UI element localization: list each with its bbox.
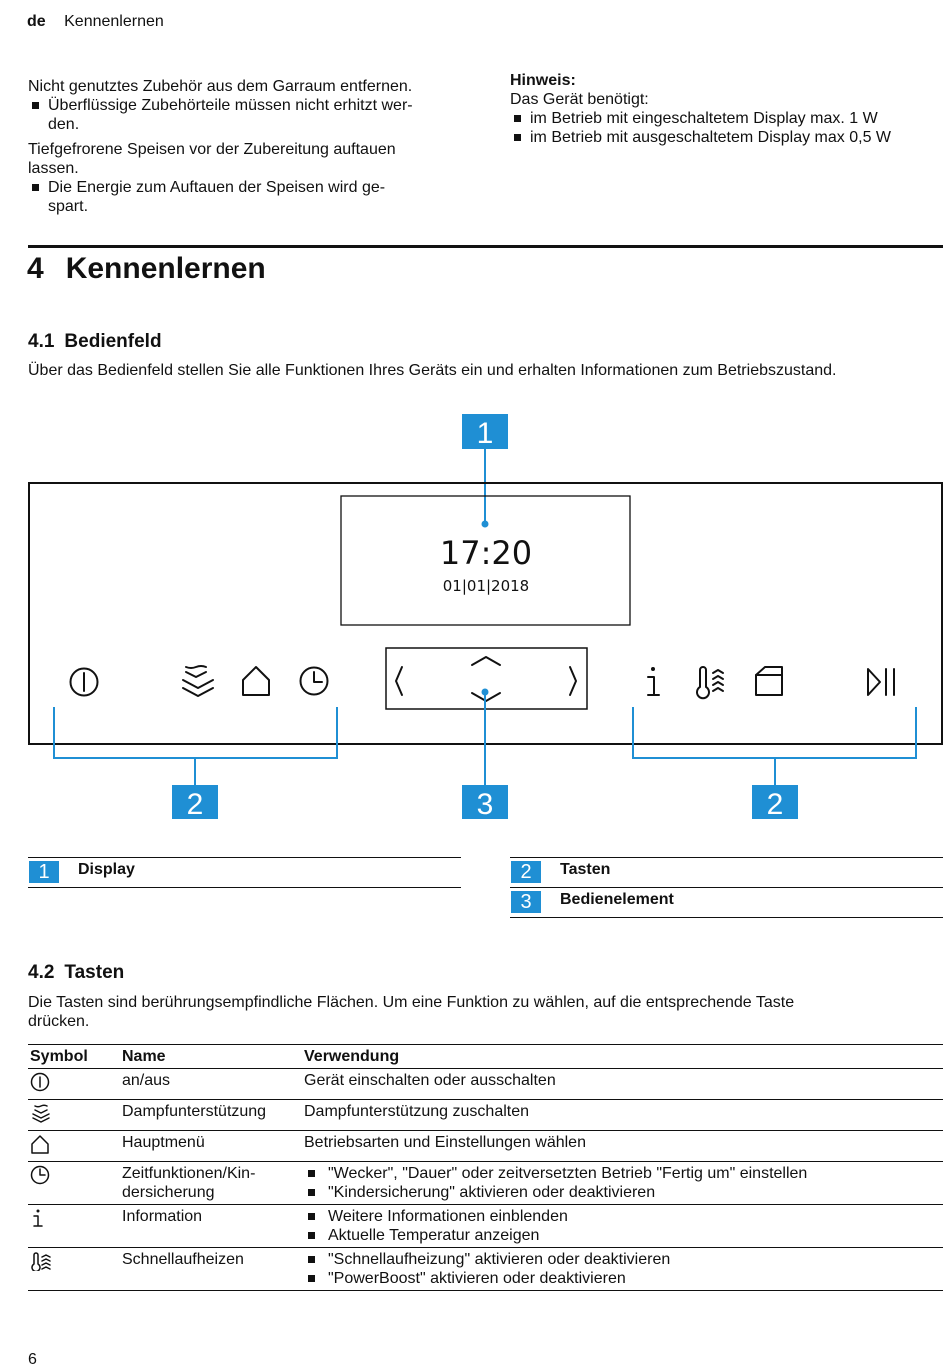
arrow-right-icon: [570, 667, 576, 695]
legend-rule: [510, 917, 943, 918]
clock-icon: [301, 668, 328, 695]
power-icon: [71, 669, 98, 696]
name-cell: Hauptmenü: [120, 1131, 302, 1162]
note-title: Hinweis:: [510, 72, 576, 89]
header-section: Kennenlernen: [64, 13, 164, 30]
section-heading-4-1: [28, 331, 162, 353]
callout-dot-3: [482, 689, 489, 696]
callout-dot-1: [482, 521, 489, 528]
name-cell: an/aus: [120, 1069, 302, 1100]
text-line: Die Tasten sind berührungsempfindliche Flächen. Um eine Funktion zu wählen, auf die entsprechende Taste: [28, 994, 795, 1011]
callout-label-1: 1: [476, 417, 494, 450]
legend-rule: [510, 887, 943, 888]
table-row: [28, 1069, 943, 1100]
paragraph: [28, 140, 458, 178]
clock-icon: [30, 1165, 52, 1185]
legend-label-keys: Tasten: [560, 861, 611, 878]
legend-label-display: Display: [78, 861, 135, 878]
section-number: 4.2: [28, 962, 55, 983]
note-bullet: im Betrieb mit ausgeschaltetem Display max 0,5 W: [510, 128, 945, 147]
paragraph-line: lassen.: [28, 160, 79, 177]
arrow-left-icon: [396, 667, 402, 695]
home-icon: [243, 667, 269, 695]
info-icon: [30, 1208, 52, 1228]
rapid-heat-icon: [30, 1251, 56, 1271]
page-number: 6: [28, 1351, 37, 1368]
symbol-cell: [28, 1205, 120, 1248]
name-cell: Schnellaufheizen: [120, 1248, 302, 1291]
section-title: Bedienfeld: [64, 331, 162, 352]
bullet-line: Die Energie zum Auftauen der Speisen wird ge-: [48, 179, 386, 196]
use-cell: [302, 1248, 943, 1291]
column-header-symbol: Symbol: [28, 1045, 120, 1069]
note-box: [510, 71, 945, 147]
paragraph: Nicht genutztes Zubehör aus dem Garraum entfernen.: [28, 78, 413, 95]
bracket-left: [54, 707, 337, 758]
column-header-use: Verwendung: [302, 1045, 943, 1069]
section-title: Tasten: [64, 962, 125, 983]
symbol-cell: [28, 1069, 120, 1100]
callout-label-2a: 2: [186, 788, 204, 821]
use-cell: Dampfunterstützung zuschalten: [302, 1100, 943, 1131]
page-header: [27, 13, 164, 31]
bracket-right: [633, 707, 916, 758]
power-icon: [30, 1072, 52, 1092]
table-row: [28, 1162, 943, 1205]
legend-rule: [28, 887, 461, 888]
chapter-heading: [27, 252, 266, 286]
arrow-up-icon: [472, 657, 500, 665]
table-row: [28, 1131, 943, 1162]
column-header-name: Name: [120, 1045, 302, 1069]
chapter-title: Kennenlernen: [65, 252, 266, 285]
control-panel-diagram: [0, 405, 950, 825]
language-code: de: [27, 13, 46, 30]
use-cell: Betriebsarten und Einstellungen wählen: [302, 1131, 943, 1162]
legend-rule: [28, 857, 461, 858]
keys-table: [28, 1044, 943, 1291]
use-bullet: "Schnellaufheizung" aktivieren oder deaktivieren: [304, 1250, 941, 1269]
symbol-cell: [28, 1131, 120, 1162]
note-bullet: im Betrieb mit eingeschaltetem Display max. 1 W: [510, 109, 945, 128]
use-bullet: Weitere Informationen einblenden: [304, 1207, 941, 1226]
accessory-icon: [756, 667, 782, 695]
use-cell: Gerät einschalten oder ausschalten: [302, 1069, 943, 1100]
legend-badge-1: 1: [29, 861, 59, 883]
table-row: [28, 1205, 943, 1248]
section-heading-4-2: [28, 962, 124, 984]
name-cell: Information: [120, 1205, 302, 1248]
symbol-cell: [28, 1100, 120, 1131]
start-stop-icon: [868, 669, 894, 695]
bullet-item: [28, 178, 458, 216]
name-line: Zeitfunktionen/Kin-: [122, 1165, 256, 1182]
callout-label-2b: 2: [766, 788, 784, 821]
use-cell: [302, 1162, 943, 1205]
display-time: 17:20: [439, 534, 533, 572]
symbol-cell: [28, 1162, 120, 1205]
callout-label-3: 3: [476, 788, 494, 821]
chapter-number: 4: [27, 252, 44, 285]
left-column: [28, 77, 458, 216]
use-bullet: Aktuelle Temperatur anzeigen: [304, 1226, 941, 1245]
bullet-line: Überflüssige Zubehörteile müssen nicht erhitzt wer-: [48, 97, 413, 114]
table-row: [28, 1248, 943, 1291]
rapid-heat-icon: [697, 667, 723, 698]
legend-badge-2: 2: [511, 861, 541, 883]
info-icon: [648, 667, 659, 695]
use-bullet: "Kindersicherung" aktivieren oder deaktivieren: [304, 1183, 941, 1202]
use-bullet: "Wecker", "Dauer" oder zeitversetzten Betrieb "Fertig um" einstellen: [304, 1164, 941, 1183]
paragraph-line: Tiefgefrorene Speisen vor der Zubereitung auftauen: [28, 141, 396, 158]
note-text: Das Gerät benötigt:: [510, 91, 649, 108]
bullet-item: [28, 96, 458, 134]
name-cell: [120, 1162, 302, 1205]
table-header-row: [28, 1045, 943, 1069]
bullet-line: spart.: [48, 198, 89, 215]
steam-icon: [30, 1103, 52, 1123]
section-text: [28, 993, 794, 1031]
text-line: drücken.: [28, 1013, 90, 1030]
steam-icon: [183, 666, 213, 696]
section-text: Über das Bedienfeld stellen Sie alle Funktionen Ihres Geräts ein und erhalten Informationen zum Betriebszustand.: [28, 362, 837, 379]
legend-rule: [510, 857, 943, 858]
legend-label-control: Bedienelement: [560, 891, 674, 908]
symbol-cell: [28, 1248, 120, 1291]
use-bullet: "PowerBoost" aktivieren oder deaktivieren: [304, 1269, 941, 1288]
legend-badge-3: 3: [511, 891, 541, 913]
table-row: [28, 1100, 943, 1131]
chapter-rule: [28, 245, 943, 248]
bullet-line: den.: [48, 116, 80, 133]
display-date: 01|01|2018: [442, 577, 530, 595]
name-line: dersicherung: [122, 1184, 215, 1201]
home-icon: [30, 1134, 52, 1154]
use-cell: [302, 1205, 943, 1248]
name-cell: Dampfunterstützung: [120, 1100, 302, 1131]
section-number: 4.1: [28, 331, 55, 352]
